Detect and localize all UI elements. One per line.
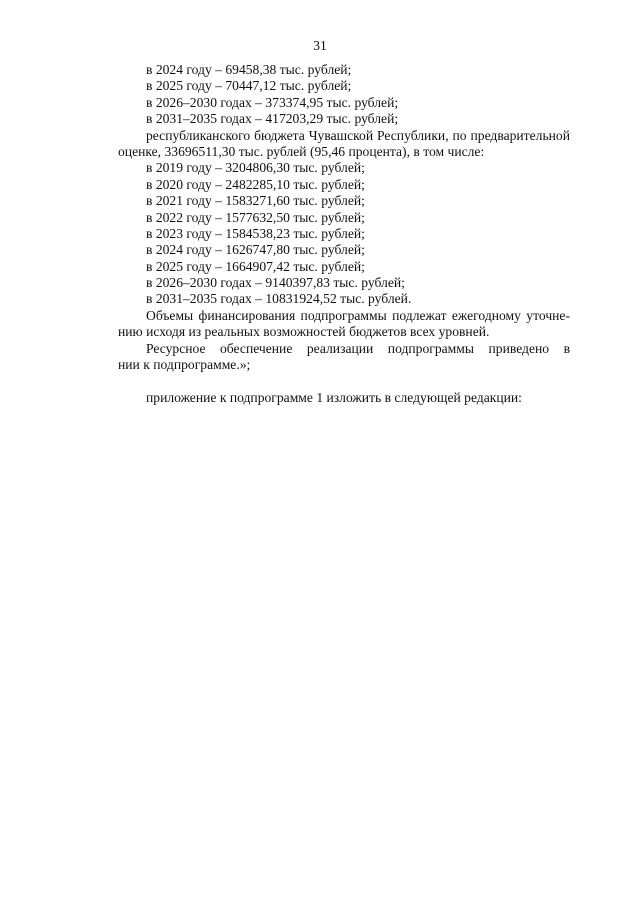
text-line: приложение к подпрограмме 1 изложить в следующей редакции: [146,389,522,405]
text-line: в 2025 году – 70447,12 тыс. рублей; [146,78,352,94]
document-body [118,62,570,406]
text-line: в 2031–2035 годах – 10831924,52 тыс. рублей. [146,291,412,307]
text-line: нию исходя из реальных возможностей бюджетов всех уровней. [118,324,490,340]
text-line: в 2025 году – 1664907,42 тыс. рублей; [146,258,365,274]
blank-line [118,373,570,389]
text-line: в 2021 году – 1583271,60 тыс. рублей; [146,193,365,209]
text-line: республиканского бюджета Чувашской Республики, по предварительной [146,127,570,143]
text-line: в 2023 году – 1584538,23 тыс. рублей; [146,225,365,241]
text-line: Ресурсное обеспечение реализации подпрограммы приведено в [146,340,570,356]
text-line: в 2022 году – 1577632,50 тыс. рублей; [146,209,365,225]
text-line: в 2024 году – 1626747,80 тыс. рублей; [146,242,365,258]
text-line: нии к подпрограмме.»; [118,357,251,373]
text-line: в 2031–2035 годах – 417203,29 тыс. рублей; [146,111,399,127]
text-line: в 2020 году – 2482285,10 тыс. рублей; [146,176,365,192]
text-line: Объемы финансирования подпрограммы подлежат ежегодному уточне- [146,307,570,323]
text-line: в 2026–2030 годах – 9140397,83 тыс. рублей; [146,275,405,291]
text-line: в 2019 году – 3204806,30 тыс. рублей; [146,160,365,176]
text-line: в 2026–2030 годах – 373374,95 тыс. рублей; [146,94,399,110]
text-line: в 2024 году – 69458,38 тыс. рублей; [146,62,352,77]
text-line: оценке, 33696511,30 тыс. рублей (95,46 процента), в том числе: [118,143,485,159]
page-number: 31 [313,38,327,53]
